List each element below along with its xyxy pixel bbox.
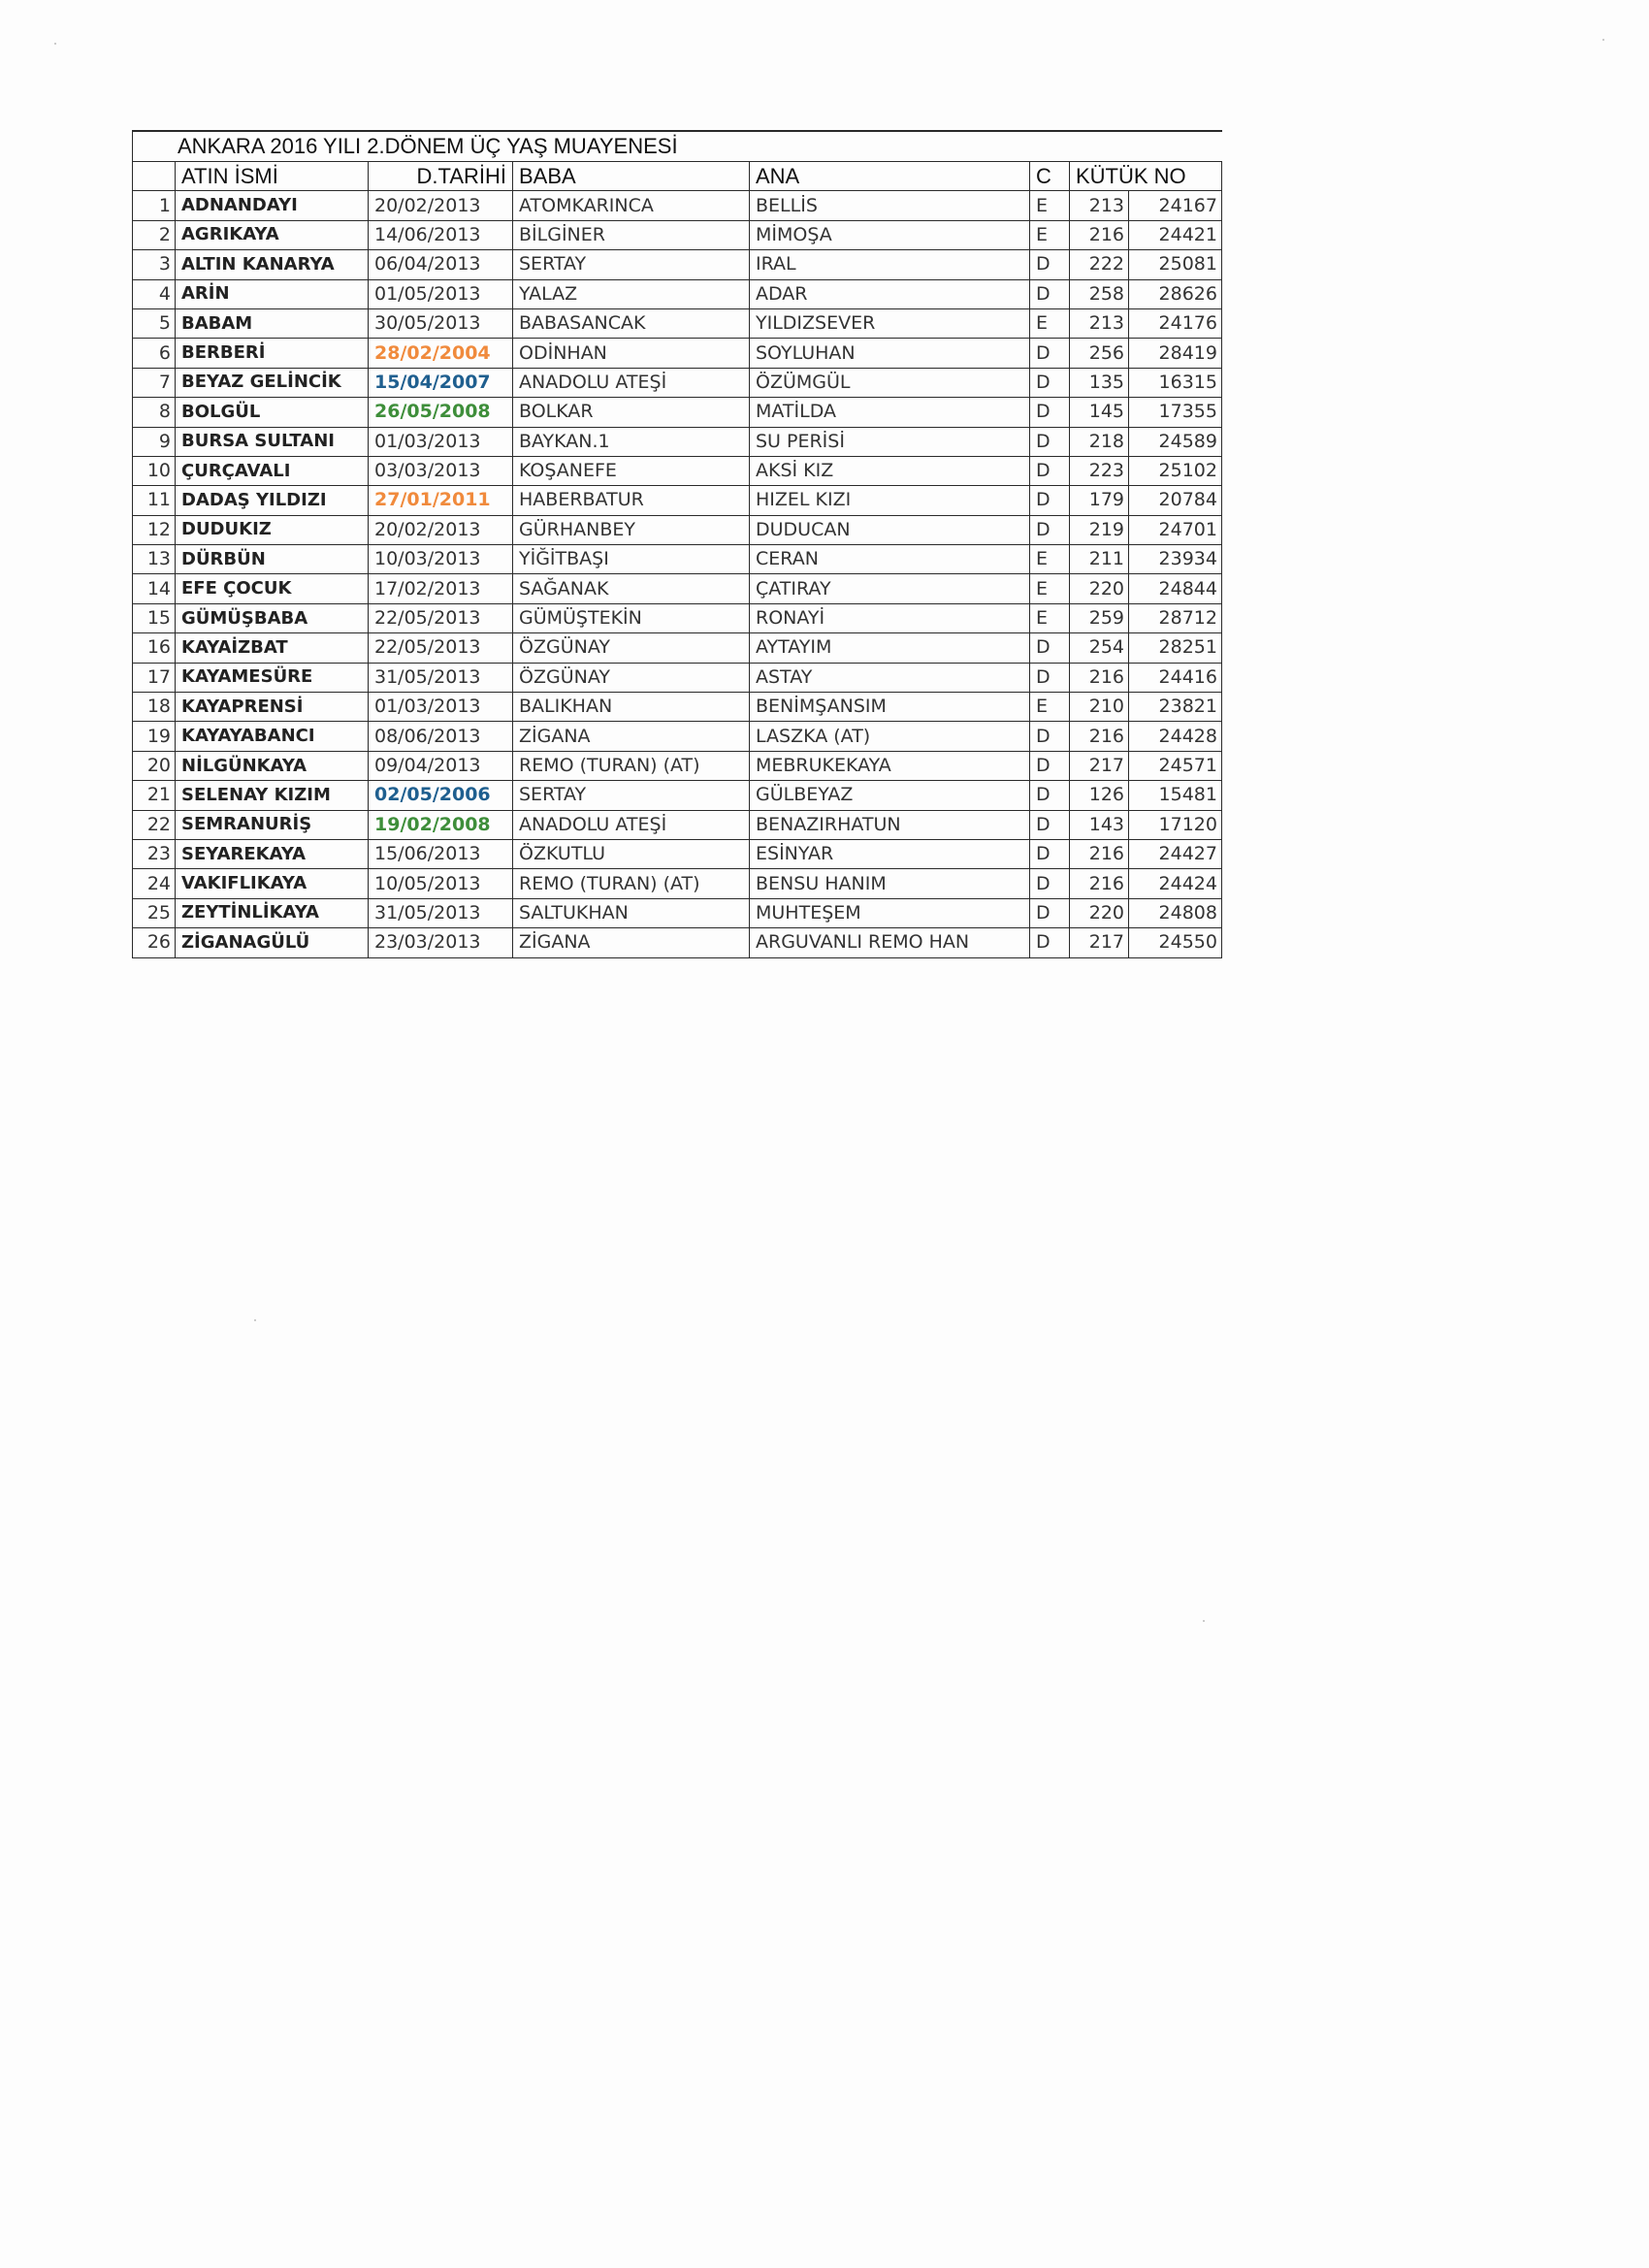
registry-prefix: 222: [1070, 250, 1129, 279]
registry-prefix: 143: [1070, 810, 1129, 839]
registry-prefix: 135: [1070, 368, 1129, 397]
header-index: [133, 162, 176, 191]
row-index: 26: [133, 928, 176, 957]
horse-name: BOLGÜL: [176, 398, 369, 427]
sire-name: ÖZGÜNAY: [513, 633, 750, 663]
table-row: [133, 220, 1222, 249]
registry-prefix: 256: [1070, 339, 1129, 368]
birth-date: 01/05/2013: [369, 279, 513, 308]
row-index: 15: [133, 603, 176, 632]
dam-name: DUDUCAN: [750, 515, 1030, 544]
registry-prefix: 216: [1070, 220, 1129, 249]
scan-speck: [1602, 39, 1604, 41]
dam-name: MİMOŞA: [750, 220, 1030, 249]
scan-speck: [1203, 1620, 1205, 1622]
sire-name: GÜRHANBEY: [513, 515, 750, 544]
table-row: [133, 722, 1222, 751]
title-row: [133, 131, 1222, 162]
table-row: [133, 810, 1222, 839]
sex-code: E: [1030, 693, 1070, 722]
table-row: [133, 456, 1222, 485]
table-row: [133, 339, 1222, 368]
row-index: 7: [133, 368, 176, 397]
row-index: 8: [133, 398, 176, 427]
registry-number: 24701: [1129, 515, 1222, 544]
registry-prefix: 218: [1070, 427, 1129, 456]
dam-name: RONAYİ: [750, 603, 1030, 632]
birth-date: 23/03/2013: [369, 928, 513, 957]
registry-number: 28626: [1129, 279, 1222, 308]
sex-code: E: [1030, 191, 1070, 220]
row-index: 4: [133, 279, 176, 308]
horse-name: BERBERİ: [176, 339, 369, 368]
registry-number: 28419: [1129, 339, 1222, 368]
row-index: 2: [133, 220, 176, 249]
dam-name: BELLİS: [750, 191, 1030, 220]
sire-name: ÖZKUTLU: [513, 839, 750, 868]
birth-date: 15/06/2013: [369, 839, 513, 868]
sire-name: HABERBATUR: [513, 486, 750, 515]
registry-prefix: 213: [1070, 191, 1129, 220]
dam-name: GÜLBEYAZ: [750, 781, 1030, 810]
registry-prefix: 259: [1070, 603, 1129, 632]
birth-date: 28/02/2004: [369, 339, 513, 368]
registry-number: 24589: [1129, 427, 1222, 456]
birth-date: 10/05/2013: [369, 869, 513, 898]
horse-name: DADAŞ YILDIZI: [176, 486, 369, 515]
sex-code: D: [1030, 810, 1070, 839]
dam-name: AYTAYIM: [750, 633, 1030, 663]
horse-name: KAYAİZBAT: [176, 633, 369, 663]
row-index: 16: [133, 633, 176, 663]
sire-name: SERTAY: [513, 781, 750, 810]
registry-prefix: 126: [1070, 781, 1129, 810]
dam-name: MUHTEŞEM: [750, 898, 1030, 927]
sex-code: D: [1030, 368, 1070, 397]
sex-code: E: [1030, 574, 1070, 603]
dam-name: ÇATIRAY: [750, 574, 1030, 603]
dam-name: ESİNYAR: [750, 839, 1030, 868]
registry-prefix: 210: [1070, 693, 1129, 722]
birth-date: 10/03/2013: [369, 545, 513, 574]
registry-prefix: 219: [1070, 515, 1129, 544]
birth-date: 31/05/2013: [369, 898, 513, 927]
dam-name: BENSU HANIM: [750, 869, 1030, 898]
sex-code: D: [1030, 427, 1070, 456]
registry-prefix: 216: [1070, 663, 1129, 692]
sex-code: D: [1030, 781, 1070, 810]
birth-date: 27/01/2011: [369, 486, 513, 515]
horse-name: BURSA SULTANI: [176, 427, 369, 456]
sex-code: E: [1030, 308, 1070, 338]
row-index: 25: [133, 898, 176, 927]
horse-name: ZİGANAGÜLÜ: [176, 928, 369, 957]
sex-code: E: [1030, 603, 1070, 632]
birth-date: 20/02/2013: [369, 191, 513, 220]
row-index: 9: [133, 427, 176, 456]
horse-name: NİLGÜNKAYA: [176, 751, 369, 780]
table-row: [133, 693, 1222, 722]
sire-name: ODİNHAN: [513, 339, 750, 368]
sire-name: BİLGİNER: [513, 220, 750, 249]
row-index: 6: [133, 339, 176, 368]
sex-code: D: [1030, 751, 1070, 780]
dam-name: ARGUVANLI REMO HAN: [750, 928, 1030, 957]
horse-name: ADNANDAYI: [176, 191, 369, 220]
registry-number: 17120: [1129, 810, 1222, 839]
header-horse-name: ATIN İSMİ: [176, 162, 369, 191]
sex-code: D: [1030, 456, 1070, 485]
table-row: [133, 368, 1222, 397]
registry-number: 16315: [1129, 368, 1222, 397]
row-index: 14: [133, 574, 176, 603]
dam-name: BENİMŞANSIM: [750, 693, 1030, 722]
registry-prefix: 213: [1070, 308, 1129, 338]
table-row: [133, 515, 1222, 544]
horse-name: VAKIFLIKAYA: [176, 869, 369, 898]
header-birth-date: D.TARİHİ: [369, 162, 513, 191]
horse-name: DUDUKIZ: [176, 515, 369, 544]
sire-name: SERTAY: [513, 250, 750, 279]
row-index: 19: [133, 722, 176, 751]
registry-number: 23934: [1129, 545, 1222, 574]
scan-speck: [254, 1319, 256, 1321]
birth-date: 30/05/2013: [369, 308, 513, 338]
horse-name: EFE ÇOCUK: [176, 574, 369, 603]
dam-name: CERAN: [750, 545, 1030, 574]
birth-date: 15/04/2007: [369, 368, 513, 397]
birth-date: 03/03/2013: [369, 456, 513, 485]
registry-number: 28712: [1129, 603, 1222, 632]
sex-code: D: [1030, 339, 1070, 368]
sire-name: REMO (TURAN) (AT): [513, 751, 750, 780]
birth-date: 20/02/2013: [369, 515, 513, 544]
sex-code: E: [1030, 545, 1070, 574]
table-row: [133, 250, 1222, 279]
sex-code: D: [1030, 928, 1070, 957]
table-row: [133, 898, 1222, 927]
registry-number: 24428: [1129, 722, 1222, 751]
row-index: 23: [133, 839, 176, 868]
sex-code: D: [1030, 515, 1070, 544]
dam-name: ADAR: [750, 279, 1030, 308]
sire-name: ÖZGÜNAY: [513, 663, 750, 692]
birth-date: 22/05/2013: [369, 603, 513, 632]
sire-name: GÜMÜŞTEKİN: [513, 603, 750, 632]
dam-name: SU PERİSİ: [750, 427, 1030, 456]
horse-name: ALTIN KANARYA: [176, 250, 369, 279]
registry-number: 24427: [1129, 839, 1222, 868]
registry-number: 28251: [1129, 633, 1222, 663]
sire-name: ZİGANA: [513, 928, 750, 957]
registry-prefix: 220: [1070, 574, 1129, 603]
table-row: [133, 279, 1222, 308]
scan-speck: [54, 43, 56, 45]
registry-number: 23821: [1129, 693, 1222, 722]
birth-date: 09/04/2013: [369, 751, 513, 780]
horse-name: GÜMÜŞBABA: [176, 603, 369, 632]
sire-name: YALAZ: [513, 279, 750, 308]
registry-number: 17355: [1129, 398, 1222, 427]
sex-code: E: [1030, 220, 1070, 249]
registry-number: 24844: [1129, 574, 1222, 603]
birth-date: 01/03/2013: [369, 427, 513, 456]
horse-name: ZEYTİNLİKAYA: [176, 898, 369, 927]
row-index: 12: [133, 515, 176, 544]
dam-name: HIZEL KIZI: [750, 486, 1030, 515]
sex-code: D: [1030, 486, 1070, 515]
registry-prefix: 211: [1070, 545, 1129, 574]
sire-name: BAYKAN.1: [513, 427, 750, 456]
registry-number: 24571: [1129, 751, 1222, 780]
row-index: 18: [133, 693, 176, 722]
table-row: [133, 308, 1222, 338]
registry-prefix: 216: [1070, 839, 1129, 868]
row-index: 22: [133, 810, 176, 839]
horse-name: KAYAYABANCI: [176, 722, 369, 751]
registry-number: 20784: [1129, 486, 1222, 515]
table-row: [133, 751, 1222, 780]
dam-name: MEBRUKEKAYA: [750, 751, 1030, 780]
sire-name: YİĞİTBAŞI: [513, 545, 750, 574]
horse-name: SELENAY KIZIM: [176, 781, 369, 810]
dam-name: IRAL: [750, 250, 1030, 279]
dam-name: BENAZIRHATUN: [750, 810, 1030, 839]
sire-name: REMO (TURAN) (AT): [513, 869, 750, 898]
sire-name: BABASANCAK: [513, 308, 750, 338]
birth-date: 02/05/2006: [369, 781, 513, 810]
sex-code: D: [1030, 279, 1070, 308]
table-row: [133, 486, 1222, 515]
table-row: [133, 545, 1222, 574]
header-sire: BABA: [513, 162, 750, 191]
sex-code: D: [1030, 839, 1070, 868]
registry-number: 15481: [1129, 781, 1222, 810]
table-row: [133, 574, 1222, 603]
header-registry-no: KÜTÜK NO: [1070, 162, 1222, 191]
sex-code: D: [1030, 398, 1070, 427]
registry-prefix: 254: [1070, 633, 1129, 663]
table-row: [133, 663, 1222, 692]
sire-name: BALIKHAN: [513, 693, 750, 722]
registry-prefix: 216: [1070, 722, 1129, 751]
birth-date: 17/02/2013: [369, 574, 513, 603]
table-row: [133, 603, 1222, 632]
registry-prefix: 145: [1070, 398, 1129, 427]
sire-name: ZİGANA: [513, 722, 750, 751]
row-index: 13: [133, 545, 176, 574]
sire-name: BOLKAR: [513, 398, 750, 427]
table-row: [133, 928, 1222, 957]
horse-name: DÜRBÜN: [176, 545, 369, 574]
table-row: [133, 633, 1222, 663]
registry-prefix: 217: [1070, 928, 1129, 957]
registry-number: 24167: [1129, 191, 1222, 220]
row-index: 11: [133, 486, 176, 515]
table-row: [133, 869, 1222, 898]
birth-date: 26/05/2008: [369, 398, 513, 427]
table-row: [133, 427, 1222, 456]
sire-name: SALTUKHAN: [513, 898, 750, 927]
sex-code: D: [1030, 869, 1070, 898]
dam-name: AKSİ KIZ: [750, 456, 1030, 485]
birth-date: 01/03/2013: [369, 693, 513, 722]
dam-name: MATİLDA: [750, 398, 1030, 427]
horse-name: KAYAPRENSİ: [176, 693, 369, 722]
row-index: 1: [133, 191, 176, 220]
dam-name: LASZKA (AT): [750, 722, 1030, 751]
horse-name: BEYAZ GELİNCİK: [176, 368, 369, 397]
table-row: [133, 191, 1222, 220]
birth-date: 31/05/2013: [369, 663, 513, 692]
birth-date: 14/06/2013: [369, 220, 513, 249]
row-index: 17: [133, 663, 176, 692]
dam-name: ASTAY: [750, 663, 1030, 692]
dam-name: YILDIZSEVER: [750, 308, 1030, 338]
horse-name: SEMRANURİŞ: [176, 810, 369, 839]
registry-number: 24424: [1129, 869, 1222, 898]
birth-date: 22/05/2013: [369, 633, 513, 663]
header-row: [133, 162, 1222, 191]
registry-prefix: 179: [1070, 486, 1129, 515]
birth-date: 08/06/2013: [369, 722, 513, 751]
registry-number: 24808: [1129, 898, 1222, 927]
horse-name: ÇURÇAVALI: [176, 456, 369, 485]
sex-code: D: [1030, 250, 1070, 279]
registry-number: 24421: [1129, 220, 1222, 249]
sex-code: D: [1030, 898, 1070, 927]
horse-name: ARİN: [176, 279, 369, 308]
dam-name: SOYLUHAN: [750, 339, 1030, 368]
birth-date: 19/02/2008: [369, 810, 513, 839]
registry-prefix: 223: [1070, 456, 1129, 485]
horse-name: KAYAMESÜRE: [176, 663, 369, 692]
sire-name: SAĞANAK: [513, 574, 750, 603]
sire-name: ANADOLU ATEŞİ: [513, 810, 750, 839]
horse-inspection-table: [132, 130, 1222, 958]
row-index: 21: [133, 781, 176, 810]
registry-number: 24176: [1129, 308, 1222, 338]
sex-code: D: [1030, 633, 1070, 663]
sire-name: ATOMKARINCA: [513, 191, 750, 220]
registry-prefix: 220: [1070, 898, 1129, 927]
registry-number: 24550: [1129, 928, 1222, 957]
row-index: 20: [133, 751, 176, 780]
horse-name: AGRIKAYA: [176, 220, 369, 249]
dam-name: ÖZÜMGÜL: [750, 368, 1030, 397]
table-row: [133, 781, 1222, 810]
table-row: [133, 839, 1222, 868]
registry-prefix: 258: [1070, 279, 1129, 308]
horse-name: BABAM: [176, 308, 369, 338]
sire-name: ANADOLU ATEŞİ: [513, 368, 750, 397]
header-dam: ANA: [750, 162, 1030, 191]
row-index: 3: [133, 250, 176, 279]
table-row: [133, 398, 1222, 427]
sex-code: D: [1030, 722, 1070, 751]
registry-number: 24416: [1129, 663, 1222, 692]
row-index: 5: [133, 308, 176, 338]
birth-date: 06/04/2013: [369, 250, 513, 279]
horse-name: SEYAREKAYA: [176, 839, 369, 868]
document-title: ANKARA 2016 YILI 2.DÖNEM ÜÇ YAŞ MUAYENESİ: [133, 131, 1030, 162]
sire-name: KOŞANEFE: [513, 456, 750, 485]
sex-code: D: [1030, 663, 1070, 692]
registry-prefix: 217: [1070, 751, 1129, 780]
row-index: 10: [133, 456, 176, 485]
registry-number: 25081: [1129, 250, 1222, 279]
header-sex: C: [1030, 162, 1070, 191]
registry-prefix: 216: [1070, 869, 1129, 898]
row-index: 24: [133, 869, 176, 898]
registry-number: 25102: [1129, 456, 1222, 485]
